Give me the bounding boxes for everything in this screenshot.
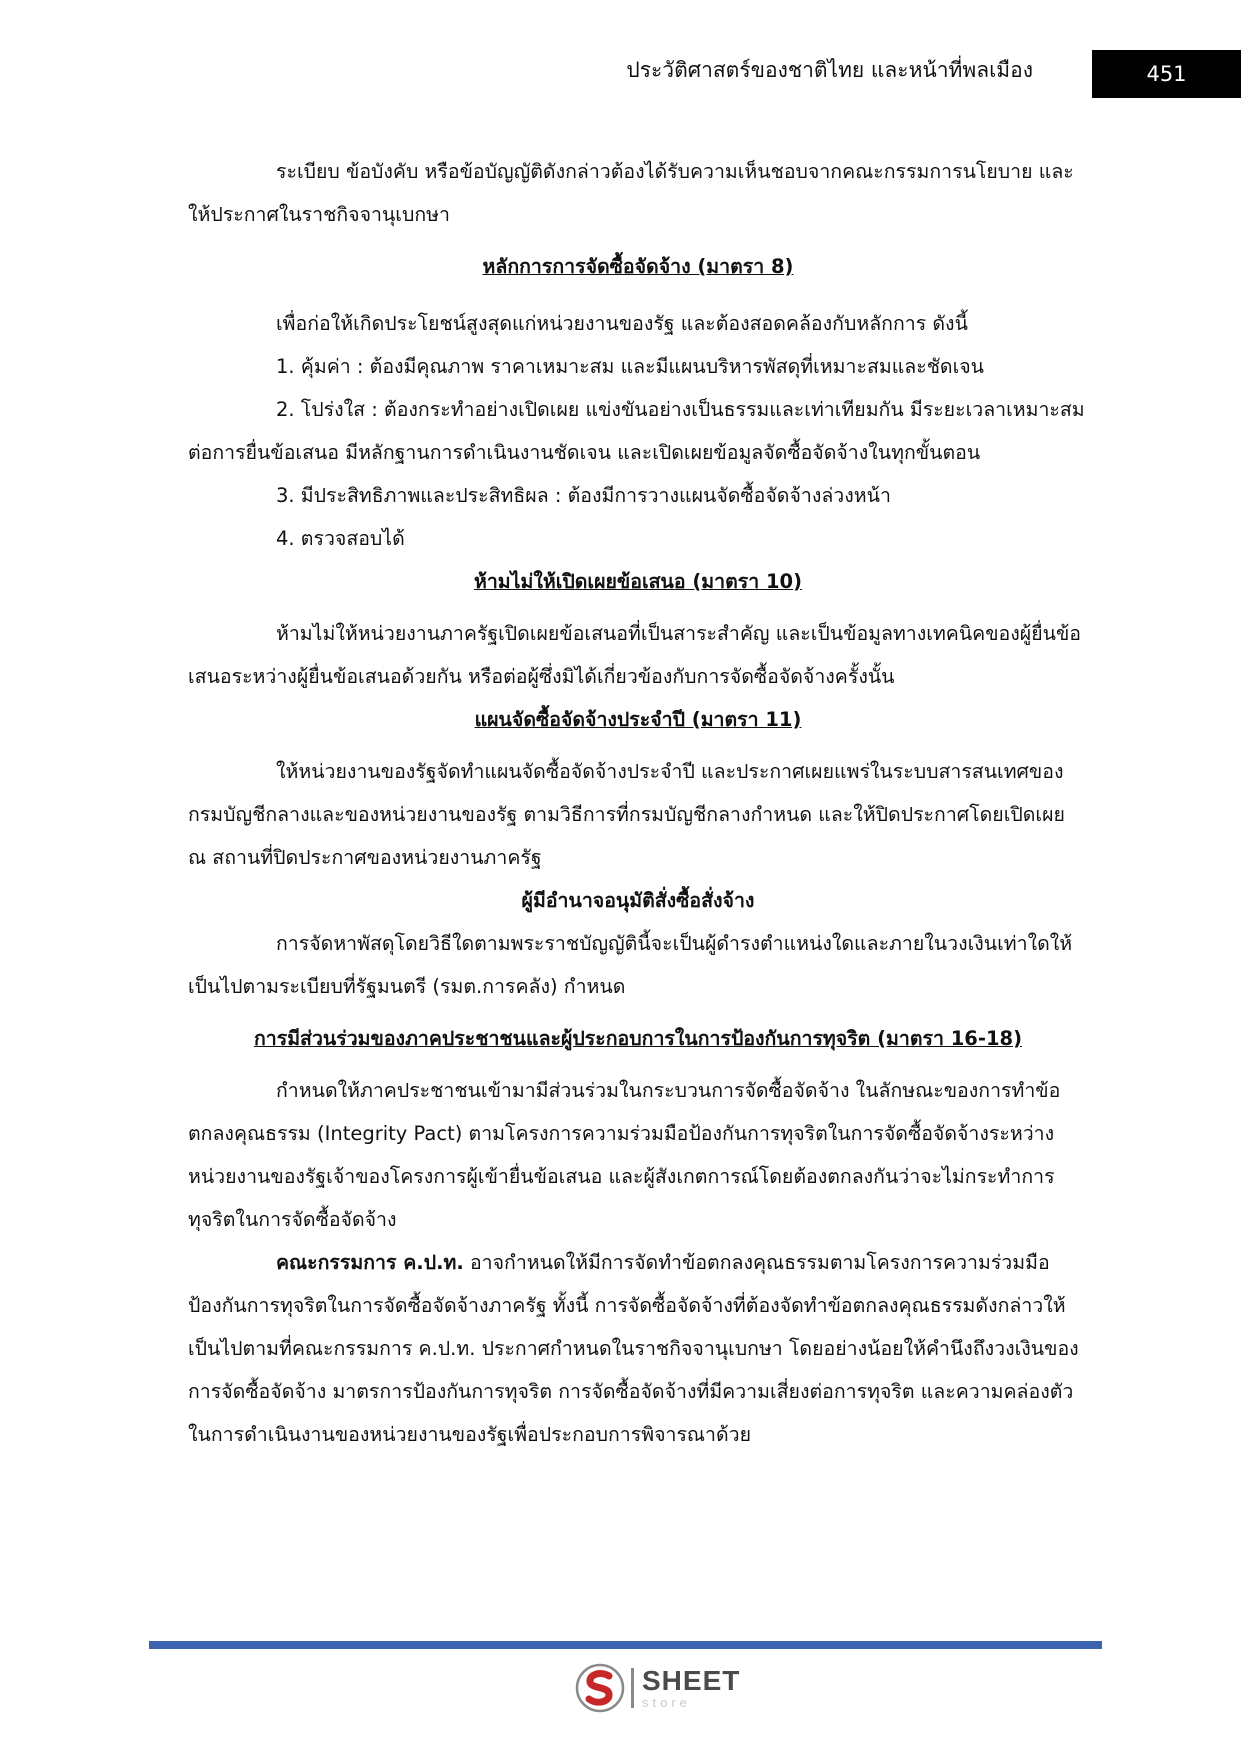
list-item-transparency: 2. โปร่งใส : ต้องกระทำอย่างเปิดเผย แข่งขันอย่างเป็นธรรมและเท่าเทียมกัน มีระยะเวลาเหมาะสมต่อการยื่นข้อเสนอ มีหลักฐานการดำเนินงานชัดเจน และเปิดเผยข้อมูลจัดซื้อจัดจ้างในทุกขั้นตอน xyxy=(188,398,1085,464)
list-item-efficiency: 3. มีประสิทธิภาพและประสิทธิผล : ต้องมีการวางแผนจัดซื้อจัดจ้างล่วงหน้า xyxy=(276,484,891,507)
logo-divider xyxy=(631,1668,634,1708)
heading-approval-authority: ผู้มีอำนาจอนุมัติสั่งซื้อสั่งจ้าง xyxy=(521,889,755,912)
paragraph-principles-intro: เพื่อก่อให้เกิดประโยชน์สูงสุดแก่หน่วยงานของรัฐ และต้องสอดคล้องกับหลักการ ดังนี้ xyxy=(276,312,968,335)
paragraph-approval-authority: การจัดหาพัสดุโดยวิธีใดตามพระราชบัญญัตินี้จะเป็นผู้ดำรงตำแหน่งใดและภายในวงเงินเท่าใดให้เป็นไปตามระเบียบที่รัฐมนตรี (รมต.การคลัง) กำหนด xyxy=(188,932,1073,998)
heading-procurement-principles: หลักการการจัดซื้อจัดจ้าง (มาตรา 8) xyxy=(482,255,794,278)
page-number-box xyxy=(1092,50,1241,98)
paragraph-integrity-pact: กำหนดให้ภาคประชาชนเข้ามามีส่วนร่วมในกระบวนการจัดซื้อจัดจ้าง ในลักษณะของการทำข้อตกลงคุณธรรม (Integrity Pact) ตามโครงการความร่วมมือป้องกันการทุจริตในการจัดซื้อจัดจ้างระหว่าง หน่วยงานของรัฐเจ้าของโครงการผู้เข้ายื่นข้อเสนอ และผู้สังเกตการณ์โดยต้องตกลงกันว่าจะไม่กระทำการทุจริตในการจัดซื้อจัดจ้าง xyxy=(188,1079,1061,1231)
sheet-logo-icon xyxy=(575,1663,625,1713)
committee-text: อาจกำหนดให้มีการจัดทำข้อตกลงคุณธรรมตามโครงการความร่วมมือป้องกันการทุจริตในการจัดซื้อจัดจ้างภาครัฐ ทั้งนี้ การจัดซื้อจัดจ้างที่ต้องจัดทำข้อตกลงคุณธรรมดังกล่าวให้เป็นไปตามที่คณะกรรมการ ค.ป.ท. ประกาศกำหนดในราชกิจจานุเบกษา โดยอย่างน้อยให้คำนึงถึงวงเงินของการจัดซื้อจัดจ้าง มาตรการป้องกันการทุจริต การจัดซื้อจัดจ้างที่มีความเสี่ยงต่อการทุจริต และความคล่องตัวในการดำเนินงานของหน่วยงานของรัฐเพื่อประกอบการพิจารณาด้วย xyxy=(188,1251,1079,1446)
page-number: 451 xyxy=(1146,62,1187,86)
paragraph-annual-plan: ให้หน่วยงานของรัฐจัดทำแผนจัดซื้อจัดจ้างประจำปี และประกาศเผยแพร่ในระบบสารสนเทศของกรมบัญชีกลางและของหน่วยงานของรัฐ ตามวิธีการที่กรมบัญชีกลางกำหนด และให้ปิดประกาศโดยเปิดเผย ณ สถานที่ปิดประกาศของหน่วยงานภาครัฐ xyxy=(188,760,1065,869)
list-item-auditable: 4. ตรวจสอบได้ xyxy=(276,527,405,550)
footer-rule xyxy=(149,1641,1102,1649)
heading-no-disclosure: ห้ามไม่ให้เปิดเผยข้อเสนอ (มาตรา 10) xyxy=(474,570,802,593)
committee-term: คณะกรรมการ ค.ป.ท. xyxy=(276,1251,464,1274)
paragraph-no-disclosure: ห้ามไม่ให้หน่วยงานภาครัฐเปิดเผยข้อเสนอที่เป็นสาระสำคัญ และเป็นข้อมูลทางเทคนิคของผู้ยื่นข้อเสนอระหว่างผู้ยื่นข้อเสนอด้วยกัน หรือต่อผู้ซึ่งมิได้เกี่ยวข้องกับการจัดซื้อจัดจ้างครั้งนั้น xyxy=(188,622,1082,688)
heading-annual-plan: แผนจัดซื้อจัดจ้างประจำปี (มาตรา 11) xyxy=(474,708,802,731)
sheet-store-logo xyxy=(575,1662,740,1714)
paragraph-committee xyxy=(188,1241,1088,1456)
paragraph-regulation: ระเบียบ ข้อบังคับ หรือข้อบัญญัติดังกล่าวต้องได้รับความเห็นชอบจากคณะกรรมการนโยบาย และให้ประกาศในราชกิจจานุเบกษา xyxy=(188,160,1074,226)
list-item-value: 1. คุ้มค่า : ต้องมีคุณภาพ ราคาเหมาะสม และมีแผนบริหารพัสดุที่เหมาะสมและชัดเจน xyxy=(276,355,985,378)
running-header-title: ประวัติศาสตร์ของชาติไทย และหน้าที่พลเมือง xyxy=(626,58,1033,82)
logo-subtext: store xyxy=(642,1695,691,1710)
document-body xyxy=(188,150,1088,1456)
logo-wordmark: SHEET xyxy=(642,1665,741,1696)
heading-public-participation: การมีส่วนร่วมของภาคประชาชนและผู้ประกอบการในการป้องกันการทุจริต (มาตรา 16-18) xyxy=(253,1027,1023,1050)
